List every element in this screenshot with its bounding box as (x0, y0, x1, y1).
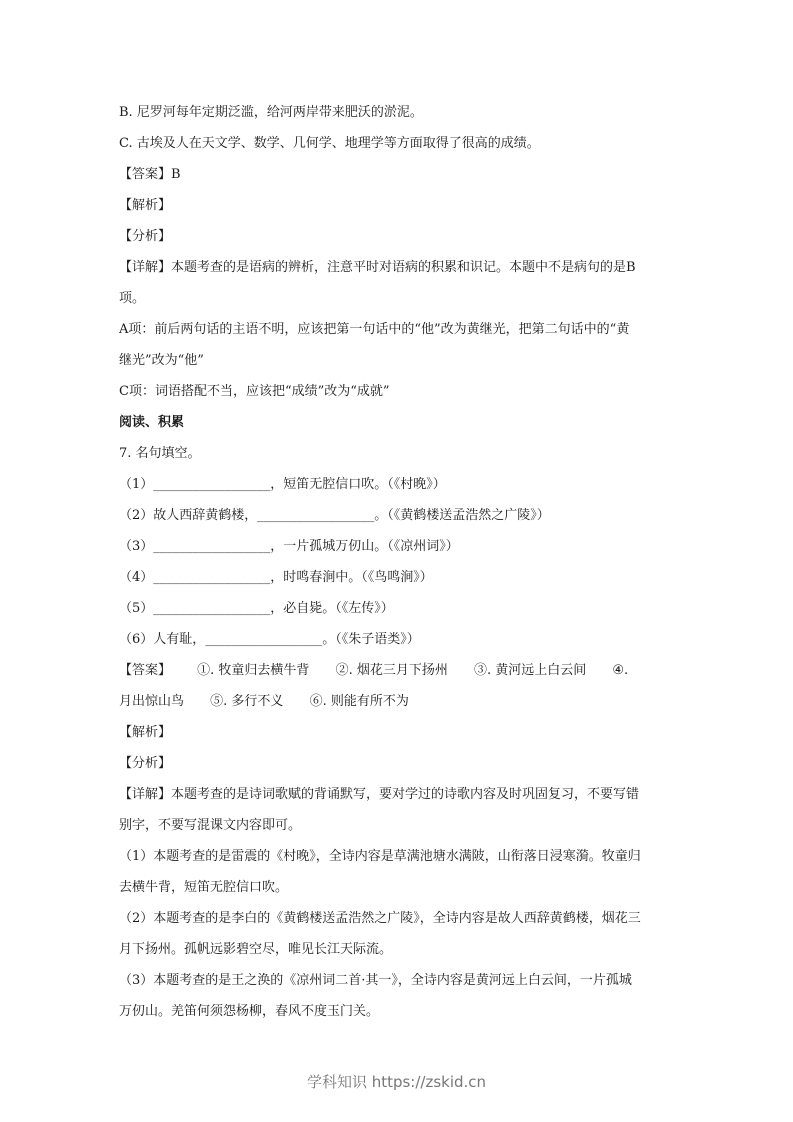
answer-item: ⑤. 多行不义 (210, 694, 284, 709)
answer-item: ②. 烟花三月下扬州 (335, 663, 448, 678)
analysis-heading: 【解析】 (119, 198, 172, 213)
detail-line: A项：前后两句话的主语不明，应该把第一句话中的“他”改为黄继光，把第二句话中的“黄 (119, 322, 630, 337)
blank-item-3: （3）__________________，一片孤城万仞山。（《凉州词》） (119, 539, 459, 554)
answer-label: 【答案】 (119, 663, 172, 678)
option-b: B. 尼罗河每年定期泛滥，给河两岸带来肥沃的淤泥。 (119, 105, 423, 120)
detail-line: （1）本题考查的是雷震的《村晚》，全诗内容是草满池塘水满陂，山衔落日浸寒漪。牧童归 (119, 849, 641, 864)
answer-item: ④. (612, 663, 629, 678)
blank-item-6: （6）人有耻，__________________。（《朱子语类》） (119, 632, 420, 647)
answer-item: ⑥. 则能有所不为 (309, 694, 409, 709)
fenxi-heading: 【分析】 (119, 756, 172, 771)
answer-7-line-2 (119, 693, 679, 711)
detail-line: 继光”改为“他” (119, 353, 204, 368)
detail-line: C项：词语搭配不当，应该把“成绩”改为“成就” (119, 384, 390, 399)
section-heading: 阅读、积累 (119, 415, 185, 430)
detail-line: 月下扬州。孤帆远影碧空尽，唯见长江天际流。 (119, 942, 393, 957)
footer-watermark: 学科知识 https://zskid.cn (306, 1073, 487, 1091)
detail-line: （3）本题考查的是王之涣的《凉州词二首·其一》，全诗内容是黄河远上白云间，一片孤城 (119, 973, 632, 988)
answer-item: ③. 黄河远上白云间 (473, 663, 587, 678)
option-c: C. 古埃及人在天文学、数学、几何学、地理学等方面取得了很高的成绩。 (119, 136, 540, 151)
answer-line: 【答案】B (119, 167, 181, 182)
detail-line: 万仞山。羌笛何须怨杨柳，春风不度玉门关。 (119, 1004, 380, 1019)
blank-item-4: （4）__________________，时鸣春涧中。（《鸟鸣涧》） (119, 570, 433, 585)
detail-line: 项。 (119, 291, 146, 306)
detail-line: 别字，不要写混课文内容即可。 (119, 818, 302, 833)
answer-item: ①. 牧童归去横牛背 (197, 663, 310, 678)
detail-line: 去横牛背，短笛无腔信口吹。 (119, 880, 289, 895)
detail-line: 【详解】本题考查的是诗词歌赋的背诵默写，要对学过的诗歌内容及时巩固复习，不要写错 (119, 787, 640, 802)
fenxi-heading: 【分析】 (119, 229, 172, 244)
detail-line: 【详解】本题考查的是语病的辨析，注意平时对语病的积累和识记。本题中不是病句的是B (119, 260, 636, 275)
detail-line: （2）本题考查的是李白的《黄鹤楼送孟浩然之广陵》，全诗内容是故人西辞黄鹤楼，烟花三 (119, 911, 641, 926)
blank-item-1: （1）__________________，短笛无腔信口吹。（《村晚》） (119, 477, 446, 492)
blank-item-5: （5）__________________，必自毙。（《左传》） (119, 601, 394, 616)
question-7: 7. 名句填空。 (119, 446, 201, 461)
answer-item: 月出惊山鸟 (119, 694, 185, 709)
blank-item-2: （2）故人西辞黄鹤楼，__________________。（《黄鹤楼送孟浩然之广陵》） (119, 508, 550, 523)
analysis-heading: 【解析】 (119, 725, 172, 740)
answer-7-line-1 (119, 662, 679, 680)
